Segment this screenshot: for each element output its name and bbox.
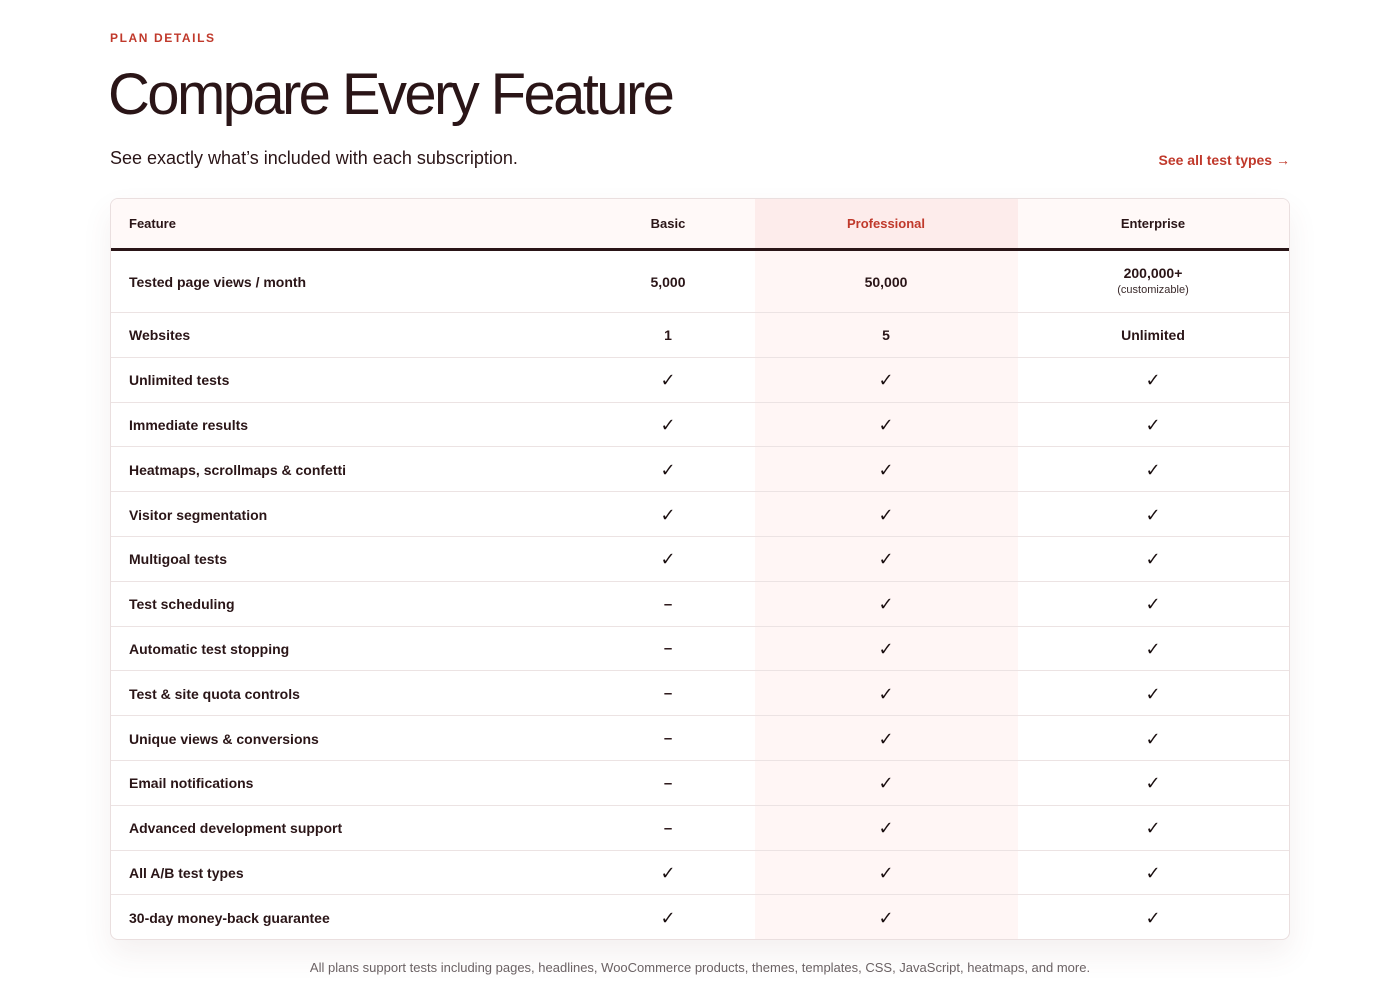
check-icon: ✓ (878, 683, 894, 704)
check-icon: ✓ (878, 728, 894, 749)
feature-name: 30-day money-back guarantee (129, 909, 330, 926)
check-icon: ✓ (1145, 773, 1161, 794)
check-icon: ✓ (1145, 459, 1161, 480)
pro-cell (786, 582, 986, 627)
ent-value: Unlimited (1121, 326, 1185, 343)
check-icon: ✓ (660, 549, 676, 570)
ent-cell (1053, 627, 1253, 672)
column-header-basic: Basic (650, 216, 686, 231)
ent-cell (1053, 358, 1253, 403)
table-row (111, 761, 1289, 806)
feature-name: Visitor segmentation (129, 506, 268, 523)
basic-cell (568, 716, 768, 761)
pro-cell (786, 403, 986, 448)
eyebrow-label: PLAN DETAILS (110, 31, 216, 45)
ent-cell (1053, 403, 1253, 448)
basic-value: 1 (664, 326, 672, 343)
basic-cell (568, 537, 768, 582)
pro-cell (786, 851, 986, 896)
check-icon: ✓ (660, 459, 676, 480)
check-icon: ✓ (878, 638, 894, 659)
basic-cell (568, 358, 768, 403)
check-icon: ✓ (1145, 370, 1161, 391)
not-included-dash-icon: – (663, 685, 673, 703)
check-icon: ✓ (878, 504, 894, 525)
check-icon: ✓ (878, 459, 894, 480)
basic-value-cell (568, 313, 768, 358)
table-row (111, 627, 1289, 672)
column-header-feature: Feature (129, 216, 176, 231)
feature-name: Test & site quota controls (129, 685, 300, 702)
table-row (111, 895, 1289, 940)
table-row (111, 671, 1289, 716)
basic-value: 5,000 (650, 273, 686, 290)
pro-cell (786, 358, 986, 403)
check-icon: ✓ (1145, 862, 1161, 883)
check-icon: ✓ (878, 773, 894, 794)
pro-cell (786, 671, 986, 716)
check-icon: ✓ (1145, 594, 1161, 615)
check-icon: ✓ (1145, 549, 1161, 570)
ent-cell (1053, 761, 1253, 806)
check-icon: ✓ (1145, 907, 1161, 928)
ent-value-cell (1053, 313, 1253, 358)
table-header (111, 199, 1289, 251)
pro-cell (786, 895, 986, 940)
not-included-dash-icon: – (663, 819, 673, 837)
check-icon: ✓ (1145, 818, 1161, 839)
check-icon: ✓ (878, 594, 894, 615)
basic-cell (568, 671, 768, 716)
feature-name: All A/B test types (129, 864, 244, 881)
comparison-table (110, 198, 1290, 940)
pro-cell (786, 716, 986, 761)
check-icon: ✓ (660, 370, 676, 391)
check-icon: ✓ (1145, 728, 1161, 749)
pro-cell (786, 627, 986, 672)
check-icon: ✓ (878, 818, 894, 839)
feature-name: Websites (129, 327, 191, 344)
table-row (111, 447, 1289, 492)
basic-cell (568, 627, 768, 672)
feature-name: Unlimited tests (129, 372, 230, 389)
pro-value: 50,000 (864, 273, 908, 290)
table-row (111, 492, 1289, 537)
column-header-professional: Professional (846, 216, 926, 231)
check-icon: ✓ (660, 862, 676, 883)
table-row (111, 851, 1289, 896)
feature-name: Advanced development support (129, 820, 343, 837)
check-icon: ✓ (660, 504, 676, 525)
feature-name: Unique views & conversions (129, 730, 319, 747)
table-row (111, 313, 1289, 358)
feature-name: Multigoal tests (129, 551, 228, 568)
basic-cell (568, 447, 768, 492)
page-title: Compare Every Feature (108, 62, 673, 127)
feature-name: Tested page views / month (129, 274, 307, 290)
column-header-enterprise: Enterprise (1120, 216, 1186, 231)
ent-value: 200,000+ (1123, 265, 1183, 281)
ent-cell (1053, 582, 1253, 627)
pro-cell (786, 761, 986, 806)
ent-cell (1053, 671, 1253, 716)
ent-cell (1053, 447, 1253, 492)
check-icon: ✓ (660, 414, 676, 435)
table-row (111, 403, 1289, 448)
ent-cell (1053, 537, 1253, 582)
feature-name: Email notifications (129, 775, 254, 792)
check-icon: ✓ (878, 414, 894, 435)
check-icon: ✓ (878, 549, 894, 570)
check-icon: ✓ (660, 907, 676, 928)
table-row (111, 582, 1289, 627)
table-row (111, 537, 1289, 582)
feature-name: Heatmaps, scrollmaps & confetti (129, 461, 347, 478)
basic-cell (568, 582, 768, 627)
basic-cell (568, 895, 768, 940)
ent-cell (1053, 806, 1253, 851)
ent-cell (1053, 851, 1253, 896)
see-all-test-types-link[interactable]: See all test types → (1158, 152, 1290, 168)
check-icon: ✓ (1145, 504, 1161, 525)
table-row (111, 251, 1289, 313)
ent-cell (1053, 895, 1253, 940)
check-icon: ✓ (878, 907, 894, 928)
ent-cell (1053, 716, 1253, 761)
pro-cell (786, 806, 986, 851)
pro-cell (786, 492, 986, 537)
basic-cell (568, 851, 768, 896)
table-row (111, 716, 1289, 761)
pro-value: 5 (882, 326, 890, 343)
pro-cell (786, 537, 986, 582)
table-row (111, 358, 1289, 403)
basic-cell (568, 492, 768, 537)
pro-cell (786, 447, 986, 492)
feature-name: Test scheduling (129, 596, 235, 613)
pro-value-cell (786, 313, 986, 358)
feature-name: Immediate results (129, 416, 249, 433)
footnote: All plans support tests including pages, headlines, WooCommerce products, themes, templates, CSS, JavaScript, heatmaps, and more. (309, 960, 1091, 975)
feature-name: Automatic test stopping (129, 640, 290, 657)
basic-value-cell (568, 251, 768, 313)
basic-cell (568, 761, 768, 806)
pro-value-cell (786, 251, 986, 313)
not-included-dash-icon: – (663, 730, 673, 748)
check-icon: ✓ (878, 370, 894, 391)
ent-value-note: (customizable) (1117, 284, 1189, 296)
check-icon: ✓ (1145, 683, 1161, 704)
check-icon: ✓ (1145, 638, 1161, 659)
check-icon: ✓ (878, 862, 894, 883)
ent-value-cell (1053, 251, 1253, 313)
table-row (111, 806, 1289, 851)
page-subtitle: See exactly what’s included with each subscription. (110, 148, 518, 168)
check-icon: ✓ (1145, 414, 1161, 435)
basic-cell (568, 806, 768, 851)
not-included-dash-icon: – (663, 774, 673, 792)
ent-cell (1053, 492, 1253, 537)
not-included-dash-icon: – (663, 595, 673, 613)
basic-cell (568, 403, 768, 448)
not-included-dash-icon: – (663, 640, 673, 658)
